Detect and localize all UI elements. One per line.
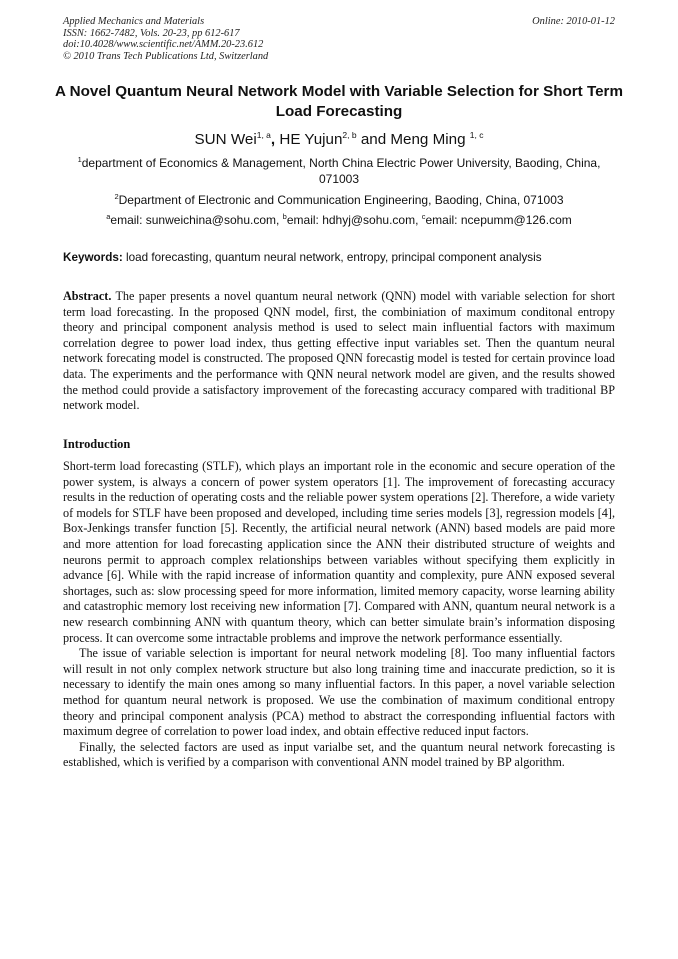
affiliation-2 (62, 193, 616, 209)
email-superscript: a (106, 212, 111, 221)
keywords-label: Keywords: (63, 251, 123, 264)
keywords-text: load forecasting, quantum neural network, entropy, principal component analysis (122, 251, 542, 264)
section-heading-introduction: Introduction (63, 437, 131, 451)
affiliation-superscript: 2 (114, 192, 119, 201)
paragraph: Finally, the selected factors are used as input varialbe set, and the quantum neural network forecasting is established, which is verified by a comparison with conventional ANN model trained by BP algorithm. (63, 739, 615, 770)
author-name: and Meng Ming (356, 131, 470, 148)
author-superscript: 1, a (256, 129, 271, 140)
online-date: Online: 2010-01-12 (532, 16, 615, 27)
affiliation-superscript: 1 (77, 155, 82, 164)
abstract (63, 289, 615, 414)
copyright-line: © 2010 Trans Tech Publications Ltd, Switzerland (63, 50, 269, 62)
paper-title: A Novel Quantum Neural Network Model with Variable Selection for Short Term Load Forecasting (55, 83, 623, 120)
author-name: HE Yujun (275, 131, 343, 148)
author-superscript: 2, b (342, 129, 357, 140)
email-superscript: c (421, 212, 426, 221)
keywords (63, 250, 615, 265)
abstract-text: The paper presents a novel quantum neural network (QNN) model with variable selection for short term load forecasting. In the proposed QNN model, first, the combiniation of maximum conditonal entropy theory and principal component analysis method is used to select main influential factors with maximum correlation degree to power load index, thus getting effective input variables set. Then the quantum neural network forecating model is constructed. The proposed QNN forecastig model is tested for certain province load data. The experiments and the performance with QNN neural network model are given, and the results showed the method could provide a satisfactory improvement of the forecasting accuracy compared with traditional BP network model. (63, 289, 615, 413)
issn-line: ISSN: 1662-7482, Vols. 20-23, pp 612-617 (63, 27, 240, 39)
email-text: email: hdhyj@sohu.com, (286, 213, 422, 227)
author-name: SUN Wei (194, 131, 257, 148)
author-superscript: 1, c (469, 129, 484, 140)
journal-header (63, 16, 615, 62)
email-line (62, 213, 616, 229)
email-text: email: ncepumm@126.com (425, 213, 572, 227)
paragraph: The issue of variable selection is important for neural network modeling [8]. Too many influential factors will result in not only complex network structure but also long training time and inaccurate prediction, so it is necessary to identify the main ones among so many influential factors. In this paper, a novel variable selection method for quantum neural network is proposed. We use the combination of maximum conditional entropy theory and principal component analysis (PCA) method to abstract the corresponding influential factors with maximum degree of correlation to power load index, and obtain effective reduced input factors. (63, 646, 615, 739)
author-separator: , (270, 131, 276, 148)
email-text: email: sunweichina@sohu.com, (110, 213, 283, 227)
affiliation-text: Department of Electronic and Communication Engineering, Baoding, China, 071003 (118, 193, 564, 207)
doi-line: doi:10.4028/www.scientific.net/AMM.20-23.612 (63, 39, 264, 51)
paragraph: Short-term load forecasting (STLF), which plays an important role in the economic and secure operation of the power system, is always a concern of power system operators [1]. The improvement of forecasting accuracy results in the reduction of operating costs and the reliable power system operations [2]. Therefore, a wide variety of models for STLF have been proposed and developed, including time series models [3], regression models [4], Box-Jenkings transfer function [5]. Recently, the artificial neural network (ANN) based models are paid more and more attention for load forecasting application since the ANN their distributed structure of weights and neurons permit to approach complex relationships between variables without specifying them explicitly in advance [6]. While with the rapid increase of information quantity and complexity, pure ANN exposed several shortages, such as: slow processing speed for more information, limited memory capacity, worse learning ability and catastrophic memory lost receiving new information [7]. Compared with ANN, quantum neural network is a new research combinning ANN with quantum theory, which can better simulate brain’s information disposing process. It can overcome some intractable problems and improve the network performance essentially. (63, 459, 615, 645)
email-superscript: b (282, 212, 287, 221)
author-line (40, 131, 638, 149)
affiliation-text: department of Economics & Management, North China Electric Power University, Baoding, China, 071003 (81, 156, 601, 186)
journal-name: Applied Mechanics and Materials (63, 16, 205, 27)
abstract-label: Abstract. (63, 289, 112, 303)
introduction-body (63, 459, 615, 771)
affiliation-1 (62, 156, 616, 187)
